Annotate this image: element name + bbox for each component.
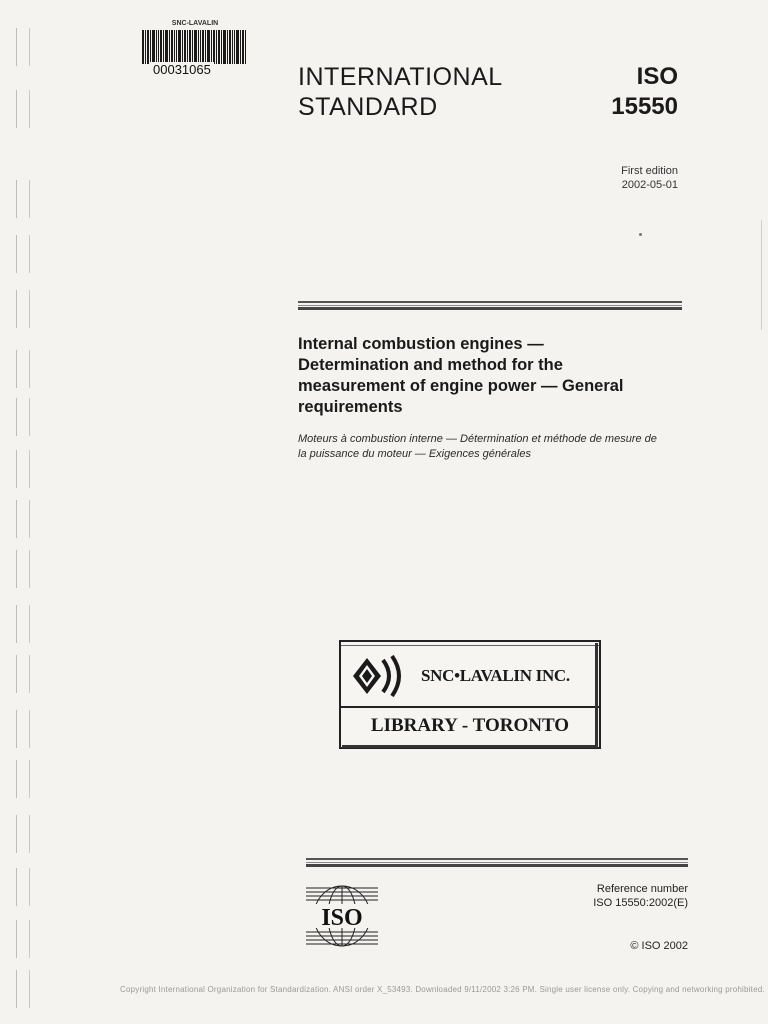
svg-text:ISO: ISO bbox=[321, 905, 363, 931]
title-line-1: INTERNATIONAL bbox=[298, 63, 503, 91]
barcode-label: SNC-LAVALIN bbox=[171, 20, 219, 27]
license-footer: Copyright International Organization for Standardization. ANSI order X_53493. Downloaded 9/11/2002 3:26 PM. Single user license only. Copying and networking prohibited. bbox=[120, 985, 765, 994]
stamp-shadow bbox=[595, 643, 598, 745]
copyright: © ISO 2002 bbox=[630, 940, 688, 952]
document-title-line-1: Internal combustion engines — bbox=[298, 335, 544, 353]
snc-lavalin-logo-icon bbox=[349, 652, 413, 700]
reference-value: ISO 15550:2002(E) bbox=[593, 897, 688, 909]
title-line-2: STANDARD bbox=[298, 93, 438, 121]
french-title-line-2: la puissance du moteur — Exigences générales bbox=[298, 448, 531, 460]
edition-date: 2002-05-01 bbox=[621, 179, 678, 191]
french-title bbox=[298, 432, 688, 462]
bottom-rule bbox=[306, 858, 688, 867]
reference-number bbox=[593, 882, 688, 910]
stamp-company-name: SNC•LAVALIN INC. bbox=[421, 666, 570, 685]
document-title-line-3: measurement of engine power — General bbox=[298, 377, 624, 395]
iso-code-line-2: 15550 bbox=[611, 93, 678, 120]
barcode-icon bbox=[142, 30, 246, 64]
stamp-library-name: LIBRARY - TORONTO bbox=[370, 715, 570, 736]
document-title-line-4: requirements bbox=[298, 398, 403, 416]
top-rule bbox=[298, 301, 682, 310]
edition-info bbox=[621, 164, 678, 192]
stamp-shadow-bottom bbox=[342, 745, 598, 748]
french-title-line-1: Moteurs à combustion interne — Détermination et méthode de mesure de bbox=[298, 433, 657, 445]
binder-holes bbox=[14, 20, 38, 1010]
barcode-number: 00031065 bbox=[150, 62, 214, 77]
iso-number bbox=[611, 62, 678, 122]
edition-label: First edition bbox=[621, 165, 678, 177]
page-edge bbox=[761, 220, 762, 330]
speck bbox=[639, 233, 642, 236]
iso-code-line-1: ISO bbox=[636, 63, 678, 90]
standard-type-title bbox=[298, 62, 503, 122]
reference-label: Reference number bbox=[596, 883, 688, 895]
document-title bbox=[298, 334, 688, 418]
document-title-line-2: Determination and method for the bbox=[298, 356, 563, 374]
library-stamp bbox=[339, 640, 601, 749]
iso-globe-logo-icon bbox=[306, 884, 378, 948]
